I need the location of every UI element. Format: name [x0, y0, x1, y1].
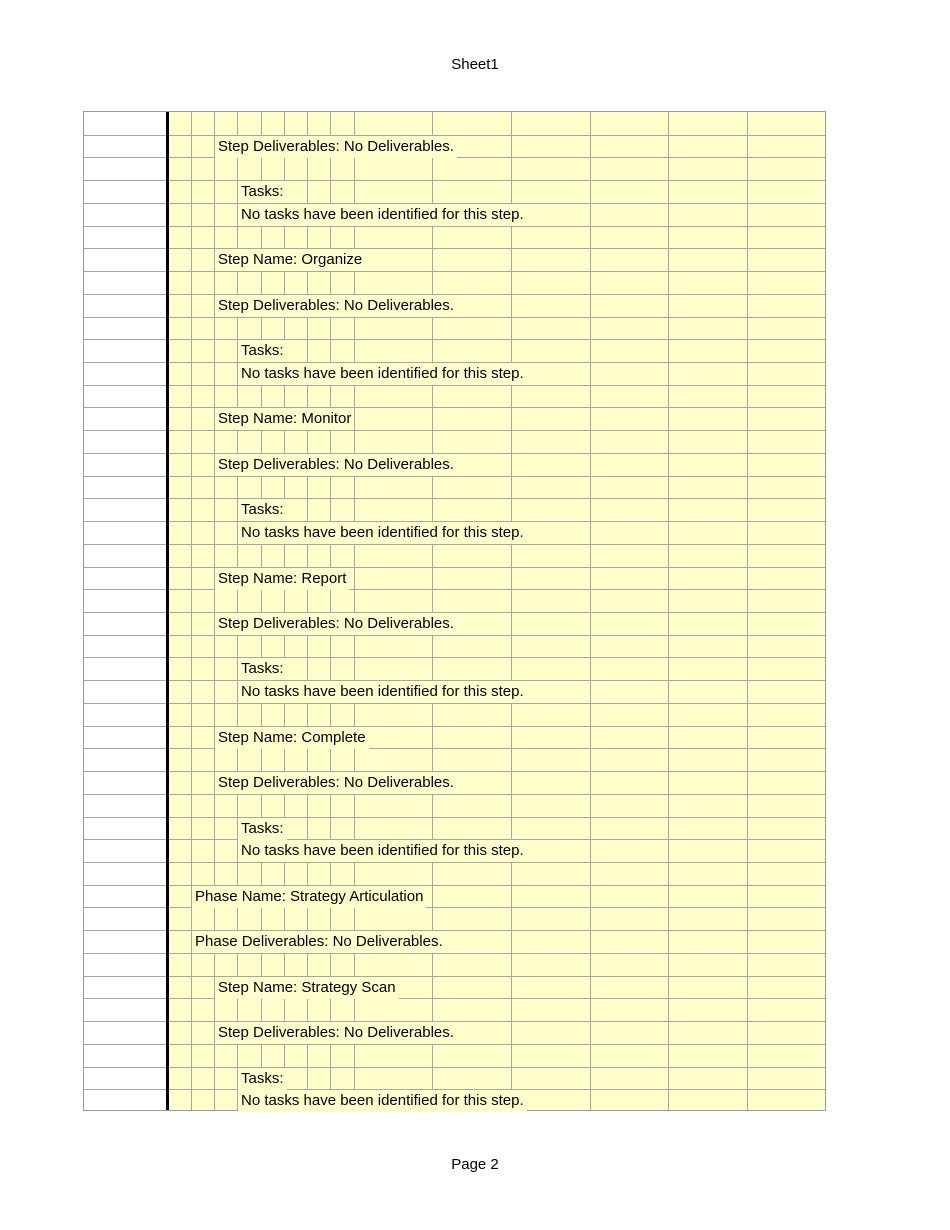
cell-text: Tasks:	[238, 181, 287, 203]
cell-text: No tasks have been identified for this step.	[238, 1090, 527, 1112]
cell-text: Step Deliverables: No Deliverables.	[215, 454, 457, 476]
grid-row-line	[84, 862, 825, 863]
column-divider	[166, 112, 169, 1110]
cell-text: Step Name: Organize	[215, 249, 365, 271]
cell-text: No tasks have been identified for this step.	[238, 204, 527, 226]
grid-row-line	[84, 248, 825, 249]
grid-row-line	[84, 703, 825, 704]
cell-text: Step Deliverables: No Deliverables.	[215, 295, 457, 317]
cell-text: Phase Deliverables: No Deliverables.	[192, 931, 446, 953]
grid-row-line	[84, 953, 825, 954]
grid-row-line	[84, 498, 825, 499]
grid-row-line	[84, 657, 825, 658]
cell-text: Step Name: Complete	[215, 727, 369, 749]
grid-row-line	[84, 635, 825, 636]
grid-row-line	[84, 589, 825, 590]
page-footer: Page 2	[451, 1156, 499, 1173]
grid-row-line	[84, 317, 825, 318]
grid-row-line	[84, 476, 825, 477]
grid-column-line	[590, 112, 591, 1110]
grid-row-line	[84, 998, 825, 999]
cell-text: Tasks:	[238, 499, 287, 521]
page-header: Sheet1	[451, 56, 499, 73]
cell-text: No tasks have been identified for this step.	[238, 522, 527, 544]
grid-row-line	[84, 407, 825, 408]
cell-text: Step Deliverables: No Deliverables.	[215, 136, 457, 158]
cell-text: Phase Name: Strategy Articulation	[192, 886, 426, 908]
grid-row-line	[84, 1067, 825, 1068]
cell-text: Tasks:	[238, 818, 287, 840]
cell-text: Tasks:	[238, 340, 287, 362]
cell-text: Tasks:	[238, 658, 287, 680]
cell-text: No tasks have been identified for this step.	[238, 363, 527, 385]
cell-text: Step Deliverables: No Deliverables.	[215, 1022, 457, 1044]
cell-text: No tasks have been identified for this step.	[238, 840, 527, 862]
grid-row-line	[84, 567, 825, 568]
cell-text: Step Name: Strategy Scan	[215, 977, 399, 999]
grid-column-line	[747, 112, 748, 1110]
cell-text: Step Name: Monitor	[215, 408, 354, 430]
grid-row-line	[84, 226, 825, 227]
grid-row-line	[84, 976, 825, 977]
grid-row-line	[84, 271, 825, 272]
cell-text: Step Deliverables: No Deliverables.	[215, 613, 457, 635]
grid-row-line	[84, 794, 825, 795]
grid-row-line	[84, 180, 825, 181]
grid-row-line	[84, 817, 825, 818]
grid-column-line	[511, 112, 512, 1110]
cell-text: Tasks:	[238, 1068, 287, 1090]
grid-row-line	[84, 726, 825, 727]
cell-text: No tasks have been identified for this step.	[238, 681, 527, 703]
grid-column-line	[432, 112, 433, 1110]
grid-row-line	[84, 1044, 825, 1045]
cell-text: Step Name: Report	[215, 568, 349, 590]
grid-column-line	[191, 112, 192, 1110]
spreadsheet-grid	[83, 111, 826, 1111]
grid-row-line	[84, 544, 825, 545]
grid-row-line	[84, 339, 825, 340]
cell-text: Step Deliverables: No Deliverables.	[215, 772, 457, 794]
margin-column	[84, 112, 167, 1110]
grid-row-line	[84, 385, 825, 386]
grid-row-line	[84, 430, 825, 431]
grid-row-line	[84, 748, 825, 749]
grid-column-line	[668, 112, 669, 1110]
